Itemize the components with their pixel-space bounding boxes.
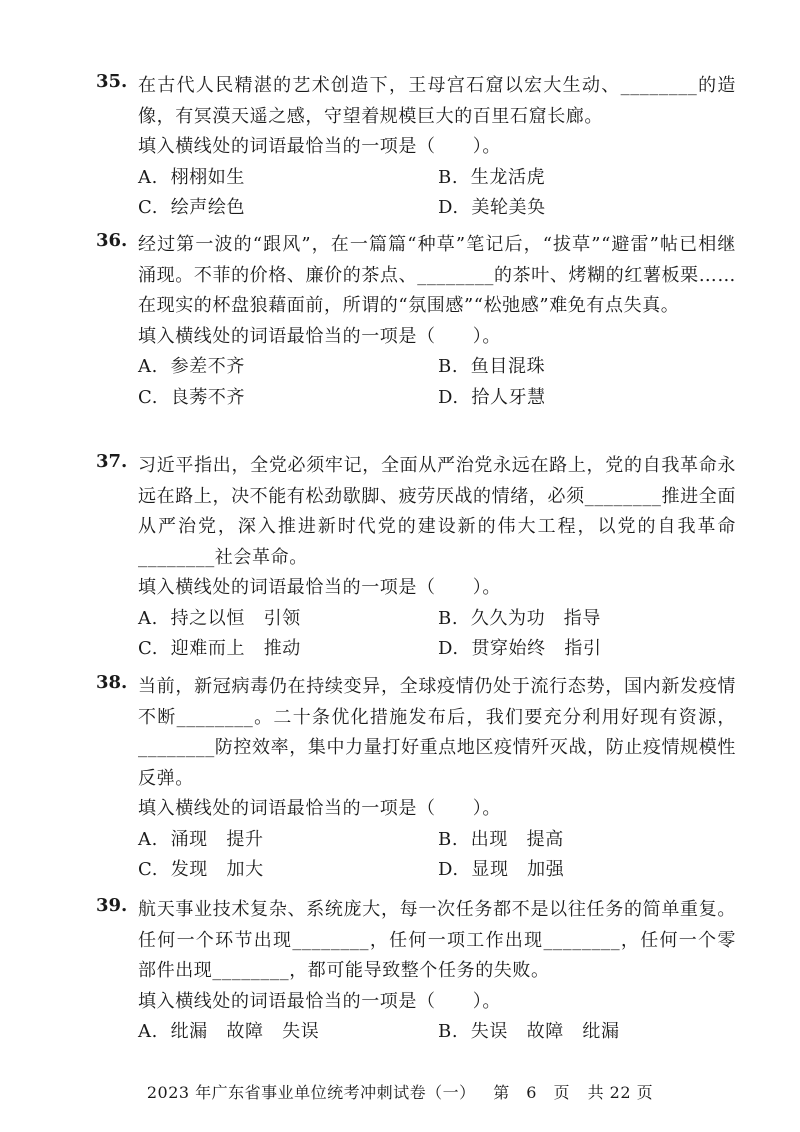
footer-title: 2023 年广东省事业单位统考冲刺试卷（一）	[146, 1083, 476, 1102]
option-b: B. 出现 提高	[438, 828, 564, 850]
page-footer	[0, 1080, 800, 1103]
option-b: B. 生龙活虎	[438, 166, 546, 188]
options	[138, 825, 736, 886]
options	[138, 604, 736, 665]
option-b: B. 久久为功 指导	[438, 607, 601, 629]
option-c: C. 绘声绘色	[138, 197, 246, 218]
question-prompt: 填入横线处的词语最恰当的一项是（ ）。	[138, 577, 501, 598]
footer-total-pages: 共 22 页	[587, 1083, 654, 1102]
option-d: D. 贯穿始终 指引	[438, 638, 602, 659]
option-d: D. 美轮美奂	[438, 197, 546, 218]
question-number: 36.	[96, 230, 128, 251]
option-b: B. 鱼目混珠	[438, 356, 546, 377]
option-b: B. 失误 故障 纰漏	[438, 1021, 620, 1042]
option-d: D. 拾人牙慧	[438, 386, 546, 408]
question-number: 35.	[96, 71, 128, 92]
option-a: A. 栩栩如生	[138, 166, 245, 188]
question-text: 航天事业技术复杂、系统庞大，每一次任务都不是以往任务的简单重复。任何一个环节出现________，任何一项工作出现________，任何一个零部件出现________，都可能导致整个任务的失败。	[138, 899, 736, 981]
question-number: 37.	[96, 451, 128, 472]
question-39	[96, 895, 736, 1048]
option-a: A. 纰漏 故障 失误	[138, 1021, 320, 1042]
question-text: 经过第一波的“跟风”，在一篇篇“种草”笔记后，“拔草”“避雷”帖已相继涌现。不菲的价格、廉价的茶点、________的茶叶、烤糊的红薯板栗……在现实的杯盘狼藉面前，所谓的“氛围感”“松弛感”难免有点失真。	[138, 234, 736, 316]
footer-page-number: 第 6 页	[493, 1083, 570, 1102]
question-35	[96, 71, 736, 224]
options	[138, 1017, 736, 1048]
option-c: C. 良莠不齐	[138, 386, 246, 408]
option-d: D. 显现 加强	[438, 859, 565, 880]
option-a: A. 涌现 提升	[138, 828, 264, 850]
question-number: 38.	[96, 672, 128, 693]
options	[138, 163, 736, 224]
option-c: C. 迎难而上 推动	[138, 638, 301, 659]
option-a: A. 持之以恒 引领	[138, 607, 301, 629]
question-text: 在古代人民精湛的艺术创造下，王母宫石窟以宏大生动、________的造像，有冥漠天遥之感，守望着规模巨大的百里石窟长廊。	[138, 75, 736, 127]
question-number: 39.	[96, 895, 128, 916]
question-36	[96, 230, 736, 413]
question-text: 习近平指出，全党必须牢记，全面从严治党永远在路上，党的自我革命永远在路上，决不能有松劲歇脚、疲劳厌战的情绪，必须________推进全面从严治党，深入推进新时代党的建设新的伟大工程，以党的自我革命________社会革命。	[138, 455, 736, 568]
option-a: A. 参差不齐	[138, 356, 245, 377]
question-37	[96, 451, 736, 665]
question-text: 当前，新冠病毒仍在持续变异，全球疫情仍处于流行态势，国内新发疫情不断________。二十条优化措施发布后，我们要充分利用好现有资源，________防控效率，集中力量打好重点地区疫情歼灭战，防止疫情规模性反弹。	[138, 676, 736, 789]
question-prompt: 填入横线处的词语最恰当的一项是（ ）。	[138, 136, 501, 157]
option-c: C. 发现 加大	[138, 859, 264, 880]
options	[138, 352, 736, 413]
question-prompt: 填入横线处的词语最恰当的一项是（ ）。	[138, 798, 501, 819]
question-prompt: 填入横线处的词语最恰当的一项是（ ）。	[138, 325, 501, 347]
question-38	[96, 672, 736, 886]
question-prompt: 填入横线处的词语最恰当的一项是（ ）。	[138, 990, 501, 1012]
